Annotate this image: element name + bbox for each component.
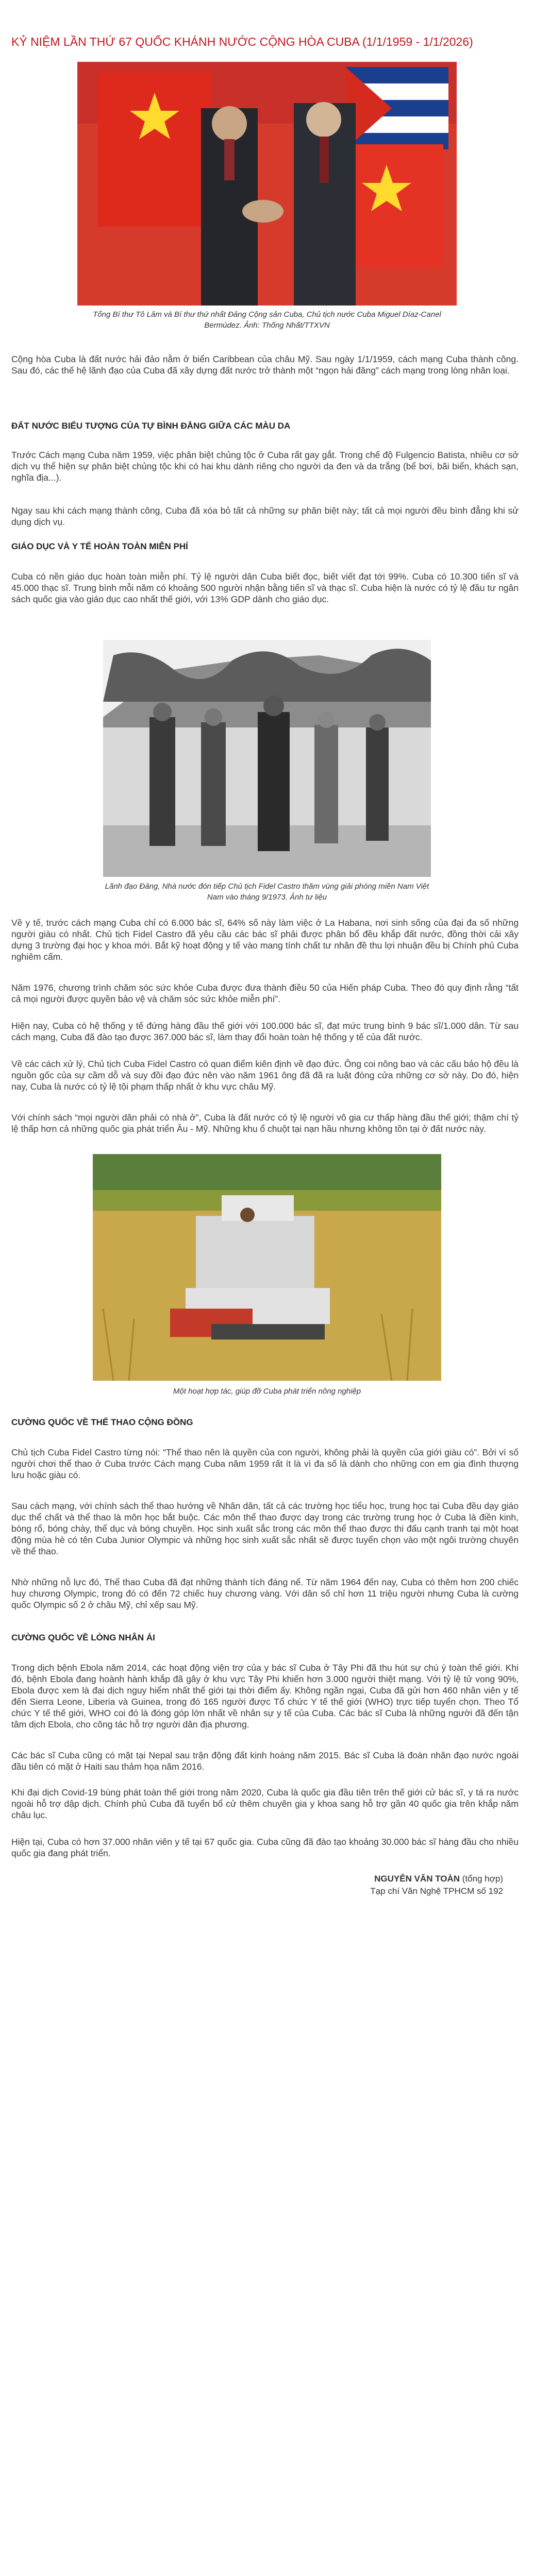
section-heading-education-health: GIÁO DỤC VÀ Y TẾ HOÀN TOÀN MIỄN PHÍ bbox=[11, 541, 188, 551]
paragraph: Các bác sĩ Cuba cũng có mặt tại Nepal sau trận động đất kinh hoàng năm 2015. Bác sĩ Cuba là đoàn nhân đạo nước ngoài đầu tiên có mặt ở Haiti sau thảm họa năm 2016. bbox=[11, 1750, 519, 1772]
paragraph: Sau cách mạng, với chính sách thể thao hướng về Nhân dân, tất cả các trường học tiểu học, trung học tại Cuba đều dạy giáo dục thể chất và thể thao là môn học bắt buộc. Các môn thể thao được dạy trong các trường trung học ở Cuba là điền kinh, bóng rổ, bóng chày, thể dục và bóng chuyền. Học sinh xuất sắc trong các môn thể thao được thi đấu cạnh tranh tại một hoạt động mùa hè có tên Cuba Junior Olympic và những học sinh xuất sắc nhất sẽ được tuyển chọn vào một ngôi trường chuyên về thể thao. bbox=[11, 1501, 519, 1556]
article-title: KỶ NIỆM LẦN THỨ 67 QUỐC KHÁNH NƯỚC CỘNG HÒA CUBA (1/1/1959 - 1/1/2026) bbox=[11, 35, 473, 48]
section-heading-sport: CƯỜNG QUỐC VỀ THỂ THAO CỘNG ĐỒNG bbox=[11, 1417, 193, 1427]
photo-agriculture-harvester bbox=[93, 1154, 441, 1381]
section-heading-equality: ĐẤT NƯỚC BIỂU TƯỢNG CỦA TỰ BÌNH ĐẲNG GIỮA CÁC MÀU DA bbox=[11, 421, 291, 431]
photo2-caption: Lãnh đạo Đảng, Nhà nước đón tiếp Chủ tịch Fidel Castro thăm vùng giải phóng miền Nam Việt Nam vào tháng 9/1973. Ảnh tư liệu bbox=[105, 882, 429, 902]
paragraph: Hiện tại, Cuba có hơn 37.000 nhân viên y tế tại 67 quốc gia. Cuba cũng đã đào tạo khoảng 30.000 bác sĩ hàng đầu cho nhiều quốc gia đang phát triển. bbox=[11, 1837, 519, 1858]
paragraph: Trước Cách mạng Cuba năm 1959, việc phân biệt chủng tộc ở Cuba rất gay gắt. Trong chế độ Fulgencio Batista, nhiều cơ sở dịch vụ thể hiện sự phân biệt chủng tộc khi có hai khu dành riêng cho người da đen và da trắng (bể bơi, bãi biển, khách sạn, nghĩa địa...). bbox=[11, 450, 519, 483]
author-name: NGUYỄN VĂN TOÀN bbox=[374, 1874, 460, 1884]
source-line: Tạp chí Văn Nghệ TPHCM số 192 bbox=[370, 1886, 503, 1896]
paragraph: Ngay sau khi cách mạng thành công, Cuba đã xóa bỏ tất cả những sự phân biệt này; tất cả mọi người đều bình đẳng khi sử dụng dịch vụ. bbox=[11, 505, 519, 527]
paragraph: Trong dịch bệnh Ebola năm 2014, các hoạt động viện trợ của y bác sĩ Cuba ở Tây Phi đã thu hút sự chú ý toàn thế giới. Khi đó, bệnh Ebola đang hoành hành khắp đã gây ở khu vực Tây Phi khiến hơn 3.000 người thiệt mạng. Với tỷ lệ tử vong 90%, Ebola được xem là đại dịch nguy hiểm nhất thế giới tại thời điểm ấy. Không ngần ngại, Cuba đã gửi hơn 460 nhân viên y tế đến Sierra Leone, Liberia và Guinea, trong đó 165 người được Tổ chức Y tế thế giới (WHO) trực tiếp tuyển chọn. Theo Tổ chức Y tế thế giới, WHO coi đó là đóng góp lớn nhất về nhân sự y tế của Cuba. Các bác sĩ Cuba là những người đã đến tận tâm dịch Ebola, cho công tác hỗ trợ người dân địa phương. bbox=[11, 1663, 519, 1730]
photo-fidel-castro-visit bbox=[103, 640, 431, 877]
paragraph: Với chính sách “mọi người dân phải có nhà ở”, Cuba là đất nước có tỷ lệ người vô gia cư thấp hàng đầu thế giới; thậm chí tỷ lệ thấp hơn cả những quốc gia phát triển Âu - Mỹ. Những khu ổ chuột tại nạn hầu nhưng không tồn tại ở đất nước này. bbox=[11, 1112, 519, 1134]
paragraph: Chủ tịch Cuba Fidel Castro từng nói: “Thể thao nên là quyền của con người, không phải là quyền của giới giàu có”. Bởi vì số người chơi thể thao ở Cuba trước Cách mạng Cuba năm 1959 rất ít là vì đa số là dành cho những con em gia đình thượng lưu hoặc giàu có. bbox=[11, 1447, 519, 1480]
paragraph: Về các cách xử lý, Chủ tịch Cuba Fidel Castro có quan điểm kiên định về đạo đức. Ông coi nông bao và các cấu bảo hộ đều là nguồn gốc của sự cầm dỗ và suy đồi đạo đức nên vào năm 1961 ông đã đã ra luật đóng cửa những cơ sở này. Do đó, hiện nay, Cuba là nước có tỷ lệ tội phạm thấp nhất ở khu vực châu Mỹ. bbox=[11, 1059, 519, 1092]
paragraph: Năm 1976, chương trình chăm sóc sức khỏe Cuba được đưa thành điều 50 của Hiến pháp Cuba. Theo đó quy định rằng “tất cả mọi người được quyền bảo vệ và chăm sóc sức khỏe miễn phí”. bbox=[11, 982, 519, 1004]
intro-paragraph: Cộng hòa Cuba là đất nước hải đảo nằm ở biển Caribbean của châu Mỹ. Sau ngày 1/1/1959, cách mạng Cuba thành công. Sau đó, các thế hệ lãnh đạo của Cuba đã xây dựng đất nước trở thành một “ngọn hải đăng” cách mạng trong lòng nhân loại. bbox=[11, 354, 519, 376]
photo1-caption: Tổng Bí thư Tô Lâm và Bí thư thứ nhất Đảng Cộng sản Cuba, Chủ tịch nước Cuba Miguel Díaz-Canel Bermúdez. Ảnh: Thống Nhất/TTXVN bbox=[93, 310, 441, 330]
author-suffix: (tổng hợp) bbox=[460, 1874, 503, 1884]
photo3-caption: Một hoạt hợp tác, giúp đỡ Cuba phát triển nông nghiệp bbox=[173, 1387, 361, 1396]
paragraph: Về y tế, trước cách mạng Cuba chỉ có 6.000 bác sĩ, 64% số này làm việc ở La Habana, nơi sinh sống của đại đa số những người giàu có nhất. Chủ tịch Fidel Castro đã yêu cầu các bác sĩ phải được phân bổ đều khắp đất nước, đồng thời cải xây dựng 3 trường đại học y khoa mới. Bắt kỹ hoạt động y tế vào mang tính chất tư nhân đề thu lợi nhuận đều bị Chính phủ Cuba nghiêm cấm. bbox=[11, 918, 519, 962]
paragraph: Khi đại dịch Covid-19 bùng phát toàn thế giới trong năm 2020, Cuba là quốc gia đầu tiên trên thế giới cử bác sĩ, y tá ra nước ngoài hỗ trợ dập dịch. Chính phủ Cuba đã tuyển bổ cử thêm chuyên gia y khoa sang hỗ trợ gần 40 quốc gia trên khắp năm châu lục. bbox=[11, 1787, 519, 1820]
paragraph: Cuba có nền giáo dục hoàn toàn miễn phí. Tỷ lệ người dân Cuba biết đọc, biết viết đạt tới 99%. Cuba có 10.300 tiến sĩ và 45.000 thạc sĩ. Trung bình mỗi năm có khoảng 500 người nhận bằng tiến sĩ và thạc sĩ. Cuba hiện là nước có tỷ lệ đầu tư ngân sách quốc gia vào giáo dục cao nhất thế giới, với 13% GDP dành cho giáo dục. bbox=[11, 571, 519, 604]
paragraph: Hiện nay, Cuba có hệ thống y tế đứng hàng đầu thế giới với 100.000 bác sĩ, đạt mức trung bình 9 bác sĩ/1.000 dân. Từ sau cách mạng, Cuba đã đào tạo được 367.000 bác sĩ, làm thay đổi hoàn toàn hệ thống y tế của đất nước. bbox=[11, 1021, 519, 1042]
author-signature bbox=[374, 1873, 503, 1885]
section-heading-humanity: CƯỜNG QUỐC VỀ LÒNG NHÂN ÁI bbox=[11, 1633, 155, 1642]
photo-leaders-handshake bbox=[77, 62, 457, 306]
paragraph: Nhờ những nỗ lực đó, Thể thao Cuba đã đạt những thành tích đáng nể. Từ năm 1964 đến nay, Cuba có thêm hơn 200 chiếc huy chương Olympic, trong đó có đến 72 chiếc huy chương vàng. Với dân số chỉ hơn 11 triệu người nhưng Cuba là cường quốc Olympic số 2 ở châu Mỹ, chỉ xếp sau Mỹ. bbox=[11, 1577, 519, 1610]
